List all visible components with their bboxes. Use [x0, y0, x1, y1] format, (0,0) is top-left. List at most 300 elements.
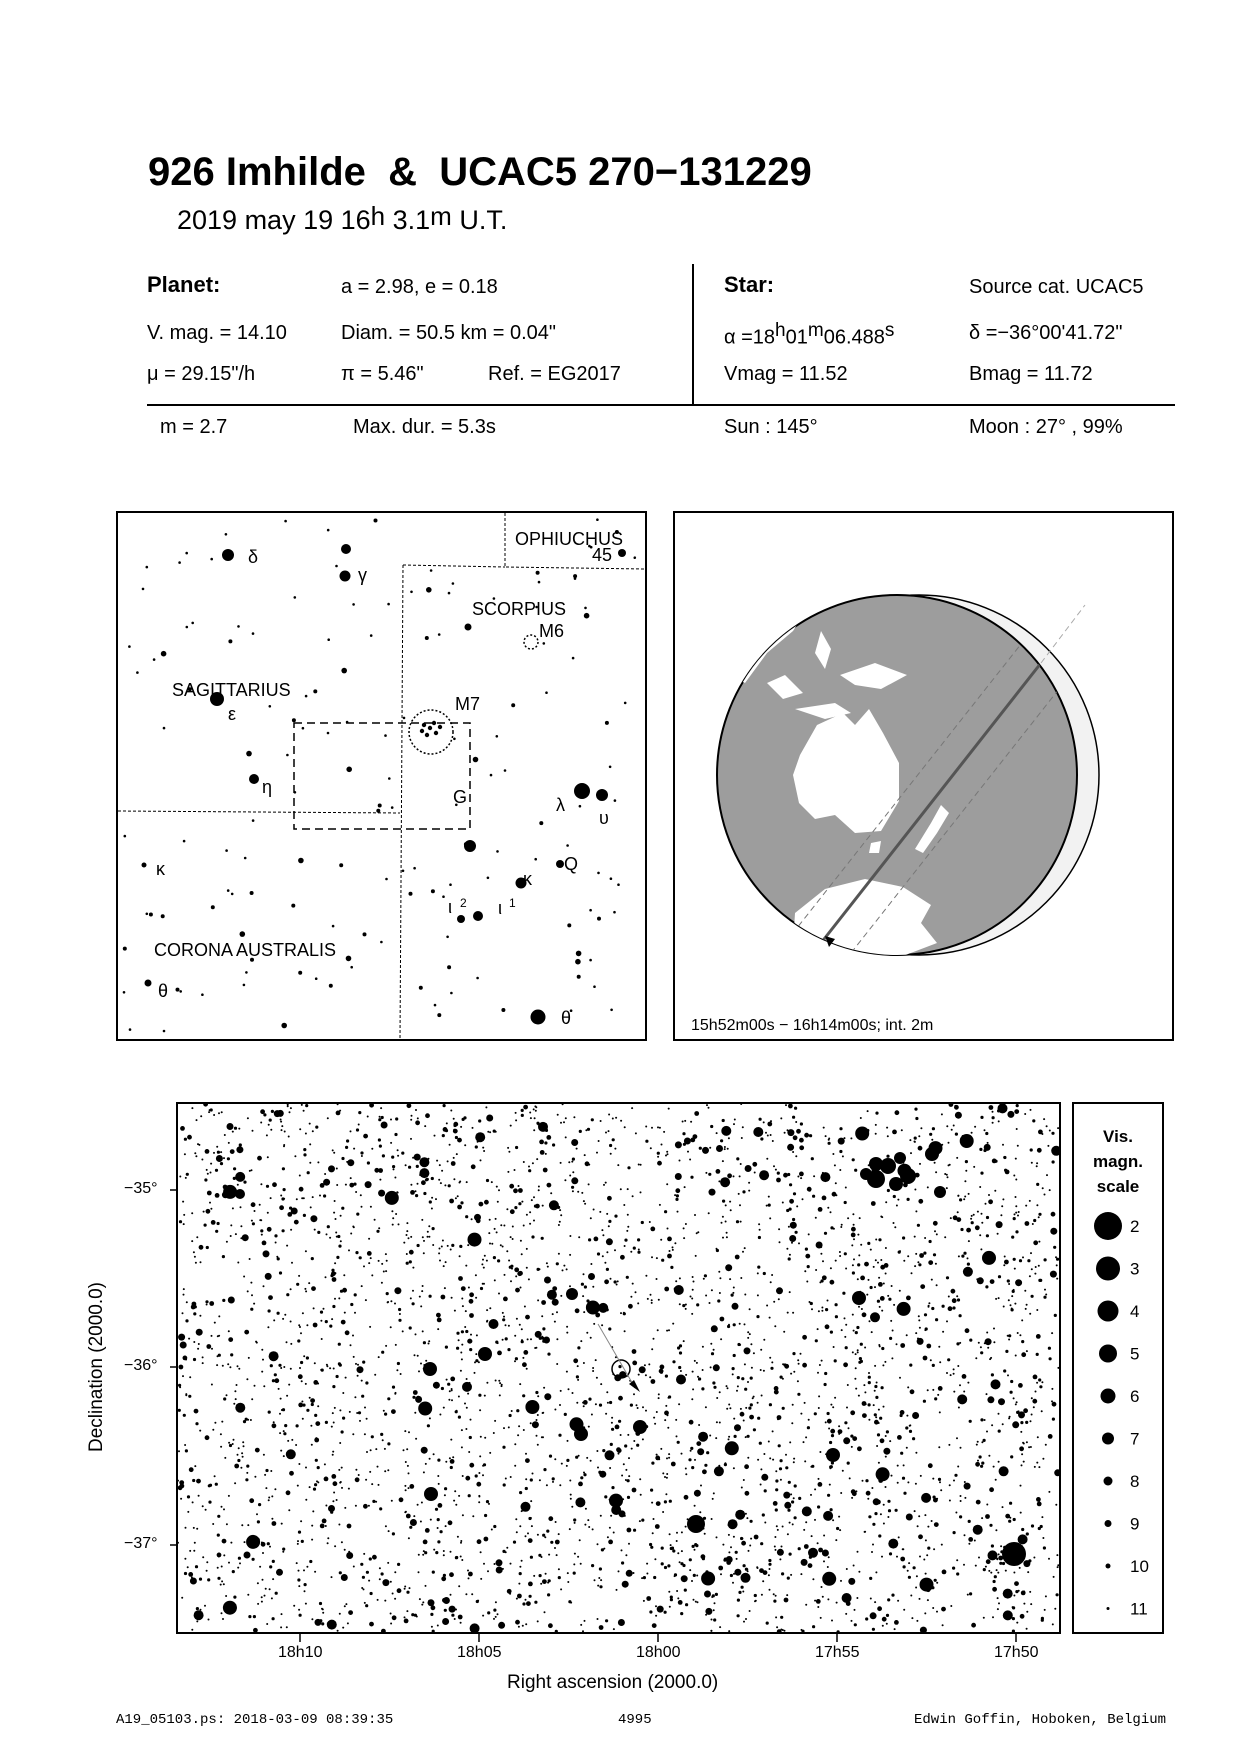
field-star — [465, 1265, 467, 1267]
field-star — [702, 1147, 709, 1154]
field-star — [1005, 1570, 1007, 1572]
field-star — [283, 1145, 285, 1147]
field-star — [682, 1121, 684, 1123]
field-star — [669, 1250, 671, 1252]
field-star — [410, 1184, 412, 1186]
field-star — [397, 1362, 400, 1365]
field-star — [369, 1557, 372, 1560]
field-star — [832, 1435, 834, 1437]
field-star — [361, 1380, 363, 1382]
field-star — [782, 1407, 785, 1410]
field-star — [1038, 1241, 1040, 1243]
field-star — [191, 1577, 193, 1579]
field-star — [905, 1426, 908, 1429]
field-star — [324, 1477, 329, 1482]
finder-star — [146, 566, 149, 569]
field-star — [815, 1269, 817, 1271]
field-star — [734, 1119, 736, 1121]
field-star — [948, 1444, 950, 1446]
field-star — [685, 1473, 687, 1475]
field-star — [442, 1598, 447, 1603]
field-star — [785, 1454, 787, 1456]
field-star — [370, 1449, 372, 1451]
field-star — [754, 1535, 759, 1540]
field-star — [583, 1473, 586, 1476]
field-star — [801, 1559, 808, 1566]
field-star — [185, 1393, 187, 1395]
field-star — [186, 1301, 188, 1303]
field-star — [722, 1237, 724, 1239]
field-star — [199, 1245, 204, 1250]
field-star — [297, 1485, 299, 1487]
field-star — [982, 1251, 996, 1265]
field-star — [323, 1308, 325, 1310]
field-star — [733, 1536, 735, 1538]
field-star — [558, 1533, 560, 1535]
field-star — [339, 1409, 341, 1411]
field-star — [228, 1297, 235, 1304]
field-star — [374, 1374, 376, 1376]
field-star — [836, 1527, 839, 1530]
field-star — [401, 1152, 404, 1155]
field-star — [541, 1300, 546, 1305]
field-star — [608, 1114, 610, 1116]
field-star — [331, 1576, 333, 1578]
field-star — [841, 1224, 843, 1226]
field-star — [693, 1574, 696, 1577]
field-star — [449, 1572, 454, 1577]
field-star — [683, 1340, 685, 1342]
field-star — [1042, 1537, 1044, 1539]
field-star — [408, 1472, 410, 1474]
finder-star — [163, 1030, 166, 1033]
field-star — [325, 1505, 327, 1507]
field-star — [337, 1104, 339, 1105]
finder-star — [374, 519, 378, 523]
field-star — [606, 1308, 609, 1311]
field-star — [779, 1241, 781, 1243]
field-star — [196, 1620, 198, 1622]
field-star — [855, 1367, 857, 1369]
bright-field-star — [235, 1189, 245, 1199]
field-star — [422, 1554, 424, 1556]
field-star — [1021, 1352, 1026, 1357]
field-star — [274, 1488, 276, 1490]
field-star — [1040, 1525, 1043, 1528]
field-star — [303, 1148, 306, 1151]
field-star — [887, 1135, 889, 1137]
field-star — [719, 1391, 721, 1393]
field-star — [1036, 1165, 1038, 1167]
field-star — [217, 1222, 220, 1225]
finder-star — [391, 806, 394, 809]
field-star — [659, 1127, 661, 1129]
field-star — [628, 1543, 630, 1545]
field-star — [223, 1554, 225, 1556]
field-star — [198, 1343, 200, 1345]
field-star — [739, 1204, 741, 1206]
field-star — [780, 1479, 782, 1481]
field-star — [664, 1419, 666, 1421]
field-star — [458, 1416, 461, 1419]
field-star — [586, 1332, 588, 1334]
field-star — [636, 1404, 638, 1406]
xtick-18h05: 18h05 — [457, 1644, 502, 1661]
field-star — [530, 1556, 533, 1559]
field-star — [864, 1262, 869, 1267]
field-star — [482, 1615, 484, 1617]
field-star — [410, 1119, 412, 1121]
field-star — [213, 1152, 215, 1154]
field-star — [590, 1460, 592, 1462]
field-star — [441, 1576, 446, 1581]
field-star — [1021, 1319, 1023, 1321]
field-star — [249, 1170, 251, 1172]
field-star — [779, 1558, 781, 1560]
field-star — [647, 1298, 649, 1300]
field-star — [957, 1195, 959, 1197]
field-star — [542, 1579, 547, 1584]
field-star — [981, 1462, 984, 1465]
field-star — [915, 1587, 917, 1589]
field-star — [222, 1255, 225, 1258]
hour-unit: h — [370, 201, 386, 231]
field-star — [674, 1287, 677, 1290]
field-star — [906, 1447, 908, 1449]
field-star — [759, 1118, 762, 1121]
field-star — [1009, 1502, 1012, 1505]
field-star — [392, 1196, 394, 1198]
field-star — [1018, 1590, 1020, 1592]
field-star — [880, 1259, 882, 1261]
field-star — [672, 1246, 674, 1248]
info-row-divider — [147, 404, 1175, 406]
field-star — [239, 1143, 242, 1146]
field-star — [444, 1287, 446, 1289]
field-star — [853, 1565, 855, 1567]
field-star — [872, 1523, 875, 1526]
field-star — [774, 1546, 776, 1548]
field-star — [366, 1571, 369, 1574]
field-star — [656, 1278, 658, 1280]
field-star — [957, 1365, 959, 1367]
field-star — [749, 1545, 751, 1547]
field-star — [280, 1398, 282, 1400]
field-star — [457, 1536, 459, 1538]
finder-star — [426, 587, 432, 593]
field-star — [1009, 1416, 1011, 1418]
field-star — [391, 1156, 394, 1159]
field-star — [191, 1107, 193, 1109]
field-star — [846, 1601, 851, 1606]
field-star — [298, 1531, 301, 1534]
field-star — [577, 1346, 580, 1349]
field-star — [334, 1262, 336, 1264]
field-star — [992, 1122, 994, 1124]
field-star — [730, 1209, 732, 1211]
field-star — [521, 1560, 523, 1562]
field-star — [232, 1443, 234, 1445]
field-star — [588, 1238, 591, 1241]
field-star — [306, 1566, 308, 1568]
field-star — [332, 1451, 334, 1453]
field-star — [508, 1260, 510, 1262]
field-star — [267, 1542, 270, 1545]
field-star — [196, 1119, 198, 1121]
field-star — [637, 1238, 640, 1241]
finder-star — [584, 613, 590, 619]
field-star — [722, 1160, 724, 1162]
field-star — [573, 1358, 578, 1363]
asteroid-direction-arrow — [629, 1380, 640, 1392]
field-star — [887, 1598, 890, 1601]
bright-field-star — [860, 1168, 872, 1180]
field-star — [385, 1253, 387, 1255]
field-star — [626, 1230, 628, 1232]
field-star — [915, 1483, 917, 1485]
field-star — [350, 1177, 352, 1179]
field-star — [345, 1603, 347, 1605]
field-star — [254, 1476, 256, 1478]
field-star — [499, 1382, 501, 1384]
field-star — [851, 1446, 853, 1448]
field-star — [919, 1598, 921, 1600]
field-star — [609, 1499, 611, 1501]
field-star — [751, 1367, 753, 1369]
field-star — [197, 1348, 199, 1350]
field-star — [894, 1620, 899, 1625]
field-star — [1010, 1380, 1013, 1383]
field-star — [470, 1623, 480, 1632]
field-star — [348, 1249, 350, 1251]
field-star — [733, 1573, 735, 1575]
field-star — [946, 1174, 948, 1176]
field-star — [453, 1178, 455, 1180]
finder-star — [153, 658, 156, 661]
field-star — [676, 1435, 678, 1437]
field-star — [1023, 1560, 1030, 1567]
field-star — [341, 1487, 343, 1489]
field-star — [912, 1412, 919, 1419]
field-star — [472, 1515, 474, 1517]
field-star — [987, 1347, 989, 1349]
field-star — [694, 1505, 696, 1507]
field-star — [253, 1628, 258, 1632]
field-star — [759, 1170, 769, 1180]
field-star — [965, 1328, 970, 1333]
field-star — [1048, 1434, 1053, 1439]
field-star — [694, 1360, 696, 1362]
finder-star — [339, 863, 343, 867]
field-star — [192, 1479, 195, 1482]
page-title: 926 Imhilde & UCAC5 270−131229 — [148, 150, 812, 194]
field-star — [773, 1301, 775, 1303]
field-star — [271, 1495, 273, 1497]
field-star — [853, 1238, 855, 1240]
field-star — [568, 1161, 570, 1163]
field-star — [740, 1221, 742, 1223]
field-star — [286, 1341, 288, 1343]
field-star — [399, 1497, 404, 1502]
field-star — [441, 1170, 443, 1172]
field-star — [956, 1572, 959, 1575]
field-star — [412, 1302, 415, 1305]
field-star — [624, 1330, 626, 1332]
finder-star — [504, 769, 507, 772]
field-star — [530, 1338, 532, 1340]
field-star — [518, 1185, 520, 1187]
time-standard: U.T. — [451, 205, 508, 235]
field-star — [775, 1616, 777, 1618]
field-star — [280, 1450, 282, 1452]
field-star — [258, 1538, 260, 1540]
field-star — [956, 1295, 958, 1297]
field-star — [929, 1240, 932, 1243]
field-star — [1026, 1611, 1028, 1613]
field-star — [882, 1625, 884, 1627]
field-star — [502, 1550, 505, 1553]
field-star — [918, 1534, 923, 1539]
field-star — [335, 1218, 337, 1220]
field-star — [1002, 1506, 1004, 1508]
field-star — [830, 1508, 833, 1511]
field-star — [718, 1271, 720, 1273]
finder-star — [589, 959, 592, 962]
field-star — [455, 1136, 458, 1139]
field-star — [651, 1299, 653, 1301]
field-star — [578, 1482, 583, 1487]
field-star — [668, 1453, 670, 1455]
field-star — [438, 1503, 443, 1508]
field-star — [749, 1415, 754, 1420]
finder-star — [145, 980, 152, 987]
field-star — [405, 1489, 407, 1491]
field-star — [508, 1325, 510, 1327]
field-star — [903, 1492, 906, 1495]
field-star — [478, 1472, 480, 1474]
field-star — [633, 1393, 635, 1395]
field-star — [537, 1414, 539, 1416]
field-star — [627, 1528, 632, 1533]
field-star — [210, 1108, 213, 1111]
field-star — [891, 1357, 893, 1359]
field-star — [618, 1365, 621, 1368]
finder-star — [464, 842, 468, 846]
field-star — [441, 1295, 446, 1300]
finder-star — [624, 702, 627, 705]
finder-star — [294, 596, 297, 599]
field-star — [221, 1612, 223, 1614]
field-star — [480, 1287, 483, 1290]
field-star — [530, 1517, 532, 1519]
label-epsilon: ε — [228, 704, 237, 724]
field-star — [229, 1366, 231, 1368]
field-star — [609, 1401, 612, 1404]
field-star — [301, 1401, 303, 1403]
field-star — [445, 1346, 448, 1349]
field-star — [690, 1450, 692, 1452]
field-star — [234, 1390, 236, 1392]
field-star — [262, 1552, 264, 1554]
field-star — [655, 1524, 660, 1529]
field-star — [334, 1407, 336, 1409]
field-star — [443, 1127, 448, 1132]
field-star — [582, 1295, 584, 1297]
field-star — [763, 1272, 766, 1275]
field-star — [595, 1313, 600, 1318]
field-star — [532, 1162, 534, 1164]
planet-vmag: V. mag. = 14.10 — [147, 322, 287, 344]
field-star — [268, 1309, 271, 1312]
field-star — [193, 1358, 196, 1361]
field-star — [257, 1582, 259, 1584]
field-star — [811, 1535, 813, 1537]
field-star — [392, 1386, 395, 1389]
finder-star — [572, 657, 575, 660]
field-star — [983, 1439, 986, 1442]
field-star — [914, 1108, 917, 1111]
field-star — [420, 1305, 422, 1307]
field-star — [986, 1393, 988, 1395]
field-star — [596, 1377, 598, 1379]
field-star — [588, 1398, 591, 1401]
field-star — [941, 1113, 943, 1115]
field-star — [857, 1278, 859, 1280]
field-star — [298, 1374, 303, 1379]
field-star — [303, 1569, 305, 1571]
field-star — [828, 1556, 830, 1558]
field-star — [428, 1158, 430, 1160]
field-star — [1056, 1593, 1059, 1596]
field-star — [410, 1297, 412, 1299]
field-star — [314, 1229, 316, 1231]
field-star — [685, 1308, 687, 1310]
field-star — [891, 1285, 893, 1287]
field-star — [412, 1290, 414, 1292]
field-star — [358, 1411, 361, 1414]
field-star — [320, 1183, 325, 1188]
field-star — [851, 1244, 853, 1246]
field-star — [485, 1106, 487, 1108]
field-star — [233, 1596, 236, 1599]
field-star — [355, 1251, 358, 1254]
field-star — [560, 1122, 562, 1124]
field-star — [286, 1395, 288, 1397]
event-datetime — [177, 201, 508, 236]
field-star — [928, 1302, 930, 1304]
field-star — [216, 1364, 218, 1366]
field-star — [862, 1480, 864, 1482]
field-star — [237, 1459, 240, 1462]
field-star — [387, 1397, 390, 1400]
field-star — [510, 1563, 512, 1565]
field-star — [597, 1252, 600, 1255]
field-star — [1000, 1214, 1002, 1216]
field-star — [829, 1465, 832, 1468]
label-ophiuchus: OPHIUCHUS — [515, 529, 624, 549]
field-star — [750, 1377, 753, 1380]
field-star — [179, 1220, 182, 1223]
field-star — [726, 1560, 731, 1565]
field-star — [599, 1585, 602, 1588]
field-star — [743, 1420, 745, 1422]
field-star — [310, 1425, 312, 1427]
field-star — [712, 1381, 715, 1384]
field-star — [1025, 1421, 1028, 1424]
field-star — [261, 1371, 263, 1373]
field-star — [953, 1368, 955, 1370]
field-star — [1021, 1340, 1024, 1343]
